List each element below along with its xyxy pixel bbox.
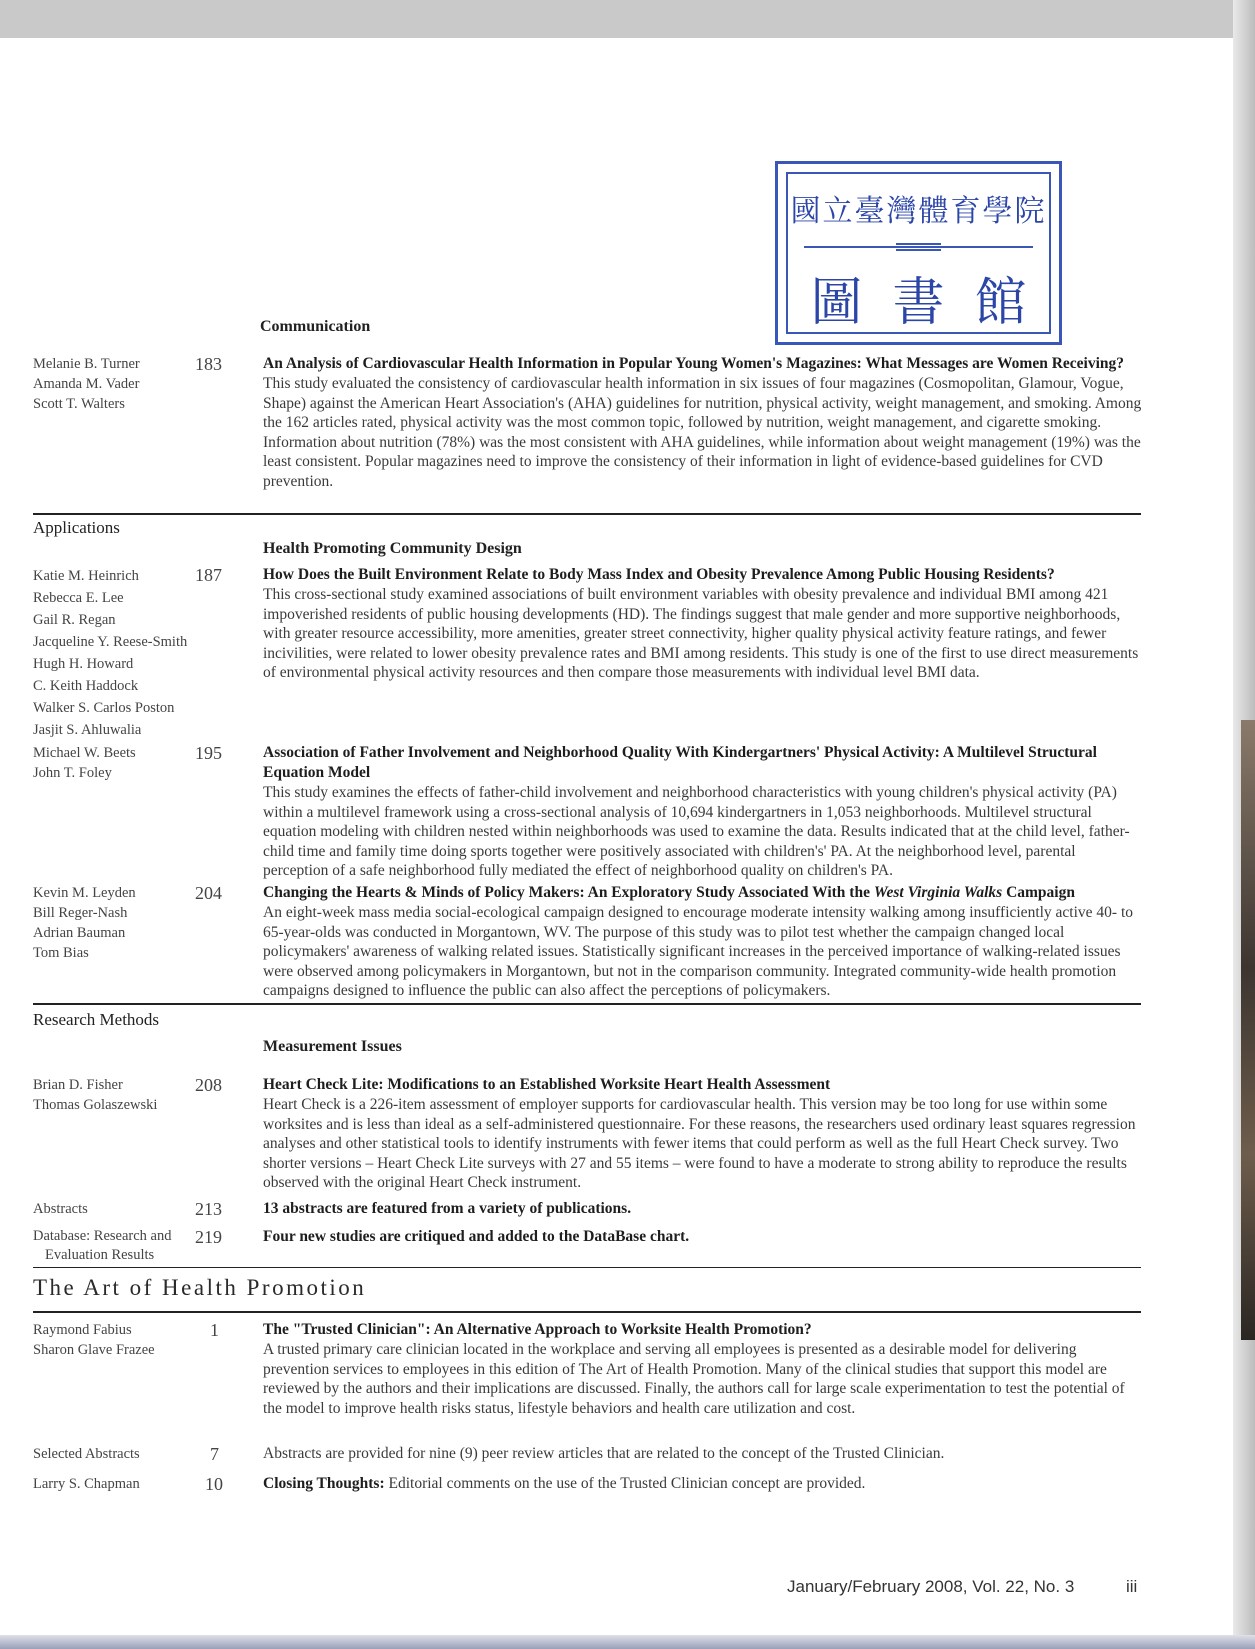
authors-208 [33,1075,183,1115]
article-description: Heart Check is a 226-item assessment of employer supports for cardiovascular health. This version may be too long for use within some worksites and is less than ideal as a self-administered questionnaire. For these reasons, the researchers used ordinary least squares regression analyses and other statistical tools to identify instruments with fewer items that could perform as well as the full Heart Check survey. Two shorter versions – Heart Check Lite surveys with 27 and 55 items – were found to have a moderate to strong ability to reproduce the results observed with the original Heart Check instrument. [263,1096,1136,1191]
author: Katie M. Heinrich [33,568,139,584]
author: Brian D. Fisher [33,1077,123,1093]
subhead-health-design: Health Promoting Community Design [263,540,522,557]
section-research-methods: Research Methods [33,1010,160,1029]
article-187 [263,565,1143,683]
abstracts-summary: 13 abstracts are featured from a variety of publications. [263,1200,632,1217]
section-art-of-health-promotion: The Art of Health Promotion [33,1275,367,1300]
page-number-208: 208 [195,1075,222,1095]
page-number-187: 187 [195,565,222,585]
subhead-communication: Communication [260,318,371,335]
authors-187 [33,565,223,741]
article-description: This cross-sectional study examined associations of built environment variables with obesity prevalence and individual BMI among 421 impoverished residents of public housing developments (HD). The findings suggest that male gender and more supportive neighborhoods, with greater resource accessibility, more amenities, greater street connectivity, higher quality physical activity feature ratings, and fewer incivilities, were related to lower obesity prevalence rates and BMI among residents. This study is one of the first to use direct measurements of environmental physical activity resources and then compare those measurements with individual level BMI data. [263,586,1139,681]
article-description: This study evaluated the consistency of cardiovascular health information in six issues of four magazines (Cosmopolitan, Glamour, Vogue, Shape) against the American Heart Association's (AHA) guidelines for nutrition, physical activity, weight management, and smoking. Among the 162 articles rated, physical activity was the most common topic, followed by nutrition, weight management, and cigarette smoking. Information about nutrition (78%) was the most consistent with AHA guidelines, while information about weight management (19%) was the least consistent. Popular magazines need to improve the consistency of their information in light of evidence-based guidelines for CVD prevention. [263,375,1142,490]
author: Jasjit S. Ahluwalia [33,722,142,738]
article-description: A trusted primary care clinician located in the workplace and serving all employees is presented as a desirable model for delivering prevention services to employees in this edition of The Art of Health Promotion. Many of the clinical studies that support this model are reviewed by the authors and their implications are discussed. Finally, the authors call for large scale experimentation to test the potential of the model to improve health risks status, lifestyle behaviors and health care utilization and cost. [263,1341,1125,1417]
article-title: Heart Check Lite: Modifications to an Established Worksite Heart Health Assessment [263,1076,831,1093]
article-title: The "Trusted Clinician": An Alternative Approach to Worksite Health Promotion? [263,1321,812,1338]
page-number-10: 10 [205,1474,223,1494]
section-rule [33,513,1141,515]
article-204 [263,883,1143,1001]
author: Kevin M. Leyden [33,885,136,901]
author: Raymond Fabius [33,1322,132,1338]
scan-top-border [0,0,1255,38]
title-text: Changing the Hearts & Minds of Policy Makers: An Exploratory Study Associated With the [263,884,874,901]
article-title: An Analysis of Cardiovascular Health Information in Popular Young Women's Magazines: What Messages are Women Receiving? [263,355,1125,372]
label-database [33,1227,183,1265]
author: Tom Bias [33,945,89,961]
author: Sharon Glave Frazee [33,1342,155,1358]
footer-page-number: iii [1126,1577,1138,1596]
article-183 [263,354,1143,491]
article-208 [263,1075,1143,1193]
article-195 [263,743,1143,881]
closing-thoughts-text: Editorial comments on the use of the Trusted Clinician concept are provided. [384,1475,866,1492]
author: John T. Foley [33,765,112,781]
page-number-213: 213 [195,1199,222,1219]
authors-art-1 [33,1320,193,1360]
label-line: Evaluation Results [45,1247,155,1263]
title-text-end: Campaign [1002,884,1075,901]
author: Amanda M. Vader [33,376,140,392]
author: Rebecca E. Lee [33,590,124,606]
title-italic-campaign: West Virginia Walks [873,884,1003,901]
author: Walker S. Carlos Poston [33,700,175,716]
author: Scott T. Walters [33,396,125,412]
author: C. Keith Haddock [33,678,139,694]
closing-thoughts [263,1474,1143,1494]
adjacent-page-photo-edge [1241,720,1255,1340]
stamp-divider [804,246,1033,248]
label-abstracts: Abstracts [33,1201,88,1217]
stamp-institution-text: 國立臺灣體育學院 [790,194,1047,229]
author: Thomas Golaszewski [33,1097,158,1113]
article-title: How Does the Built Environment Relate to Body Mass Index and Obesity Prevalence Among Public Housing Residents? [263,566,1055,583]
page-number-195: 195 [195,743,222,763]
author: Melanie B. Turner [33,356,140,372]
library-stamp [775,161,1062,345]
author: Adrian Bauman [33,925,126,941]
page-number-7: 7 [210,1444,219,1464]
authors-204 [33,883,183,963]
article-description: This study examines the effects of father-child involvement and neighborhood characteristics with young children's physical activity (PA) within a multilevel framework using a cross-sectional analysis of 10,694 kindergartners in 1,053 neighborhoods. Multilevel structural equation modeling with children nested within neighborhoods was used to examine the data. Results indicated that at the child level, father-child time and family time doing sports together were positively associated with children's' PA. At the neighborhood level, parental perception of a safe neighborhood fully mediated the effect of neighborhood quality on children's PA. [263,784,1130,879]
author: Hugh H. Howard [33,656,134,672]
author-chapman: Larry S. Chapman [33,1476,140,1492]
scan-bottom-edge [0,1635,1255,1649]
article-title [263,883,1143,903]
author: Bill Reger-Nash [33,905,128,921]
article-title: Association of Father Involvement and Neighborhood Quality With Kindergartners' Physical Activity: A Multilevel Structural Equation Model [263,744,1097,781]
section-applications: Applications [33,518,120,537]
author: Gail R. Regan [33,612,116,628]
section-rule [33,1267,1141,1268]
article-description: An eight-week mass media social-ecological campaign designed to encourage moderate intensity walking among insufficiently active 40- to 65-year-olds was conducted in Morgantown, WV. The purpose of this study was to pilot test whether the campaign changed local policymakers' awareness of walking related issues. Statistically significant increases in the perceived importance of walking-related issues were observed among policymakers in Morgantown, but not in the comparison community. Integrated community-wide health promotion campaigns designed to influence the public can also affect the perceptions of policymakers. [263,904,1134,999]
page-number-1: 1 [210,1320,219,1340]
page-number-183: 183 [195,354,222,374]
footer-issue: January/February 2008, Vol. 22, No. 3 [787,1577,1075,1596]
article-art-1 [263,1320,1143,1418]
subhead-measurement: Measurement Issues [263,1038,402,1055]
stamp-library-text: 圖書館 [810,273,1057,333]
label-selected-abstracts: Selected Abstracts [33,1446,140,1462]
author: Jacqueline Y. Reese-Smith [33,634,188,650]
closing-thoughts-label: Closing Thoughts: [263,1475,385,1492]
authors-195 [33,743,183,783]
authors-183 [33,354,173,414]
section-rule [33,1003,1141,1005]
section-rule [33,1311,1141,1313]
page-number-204: 204 [195,883,222,903]
database-summary: Four new studies are critiqued and added to the DataBase chart. [263,1228,690,1245]
author: Michael W. Beets [33,745,136,761]
label-line: Database: Research and [33,1228,172,1244]
selected-abstracts-description: Abstracts are provided for nine (9) peer review articles that are related to the concept of the Trusted Clinician. [263,1445,945,1462]
page-number-219: 219 [195,1227,222,1247]
